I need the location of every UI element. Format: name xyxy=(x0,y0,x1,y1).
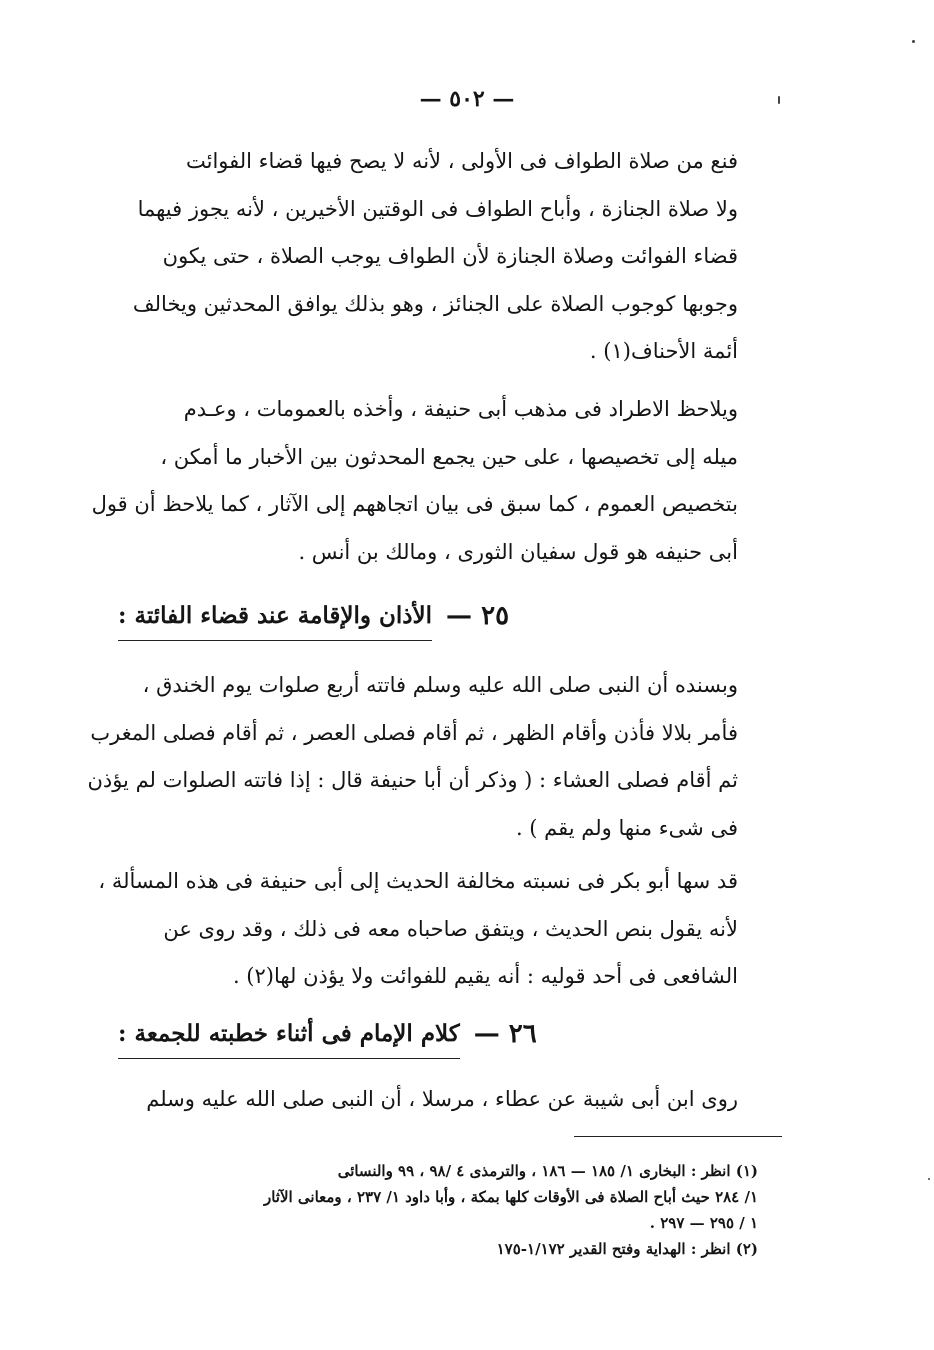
page-number: — ٥٠٢ — xyxy=(419,86,515,112)
footnote-line: (٢) انظر : الهداية وفتح القدير ١/١٧٢-١٧٥ xyxy=(496,1240,758,1258)
scan-speck xyxy=(778,96,780,104)
text-line: فأمر بلالا فأذن وأقام الظهر ، ثم أقام فصلى العصر ، ثم أقام فصلى المغرب xyxy=(90,720,738,745)
section-title: كلام الإمام فى أثناء خطبته للجمعة : xyxy=(118,1014,460,1059)
text-line: بتخصيص العموم ، كما سبق فى بيان اتجاههم إلى الآثار ، كما يلاحظ أن قول xyxy=(91,492,738,516)
text-line: الشافعى فى أحد قوليه : أنه يقيم للفوائت ولا يؤذن لها(٢) . xyxy=(232,964,738,988)
text-line: ميله إلى تخصيصها ، على حين يجمع المحدثون بين الأخبار ما أمكن ، xyxy=(160,444,738,469)
footnote-line: (١) انظر : البخارى ١/ ١٨٥ — ١٨٦ ، والترمذى ٤ /٩٨ ، ٩٩ والنسائى xyxy=(337,1162,758,1180)
text-line: فنع من صلاة الطواف فى الأولى ، لأنه لا يصح فيها قضاء الفوائت xyxy=(186,149,738,173)
text-line: ويلاحظ الاطراد فى مذهب أبى حنيفة ، وأخذه بالعمومات ، وعـدم xyxy=(183,397,738,421)
section-title: الأذان والإقامة عند قضاء الفائتة : xyxy=(118,596,432,641)
text-line: وبسنده أن النبى صلى الله عليه وسلم فاتته أربع صلوات يوم الخندق ، xyxy=(142,673,738,697)
paragraph-4 xyxy=(98,858,738,1001)
paragraph-5 xyxy=(118,1076,738,1124)
scan-speck xyxy=(928,1178,930,1180)
text-line: لأنه يقول بنص الحديث ، ويتفق صاحباه معه فى ذلك ، وقد روى عن xyxy=(163,916,738,941)
section-heading-25 xyxy=(118,596,738,641)
section-heading-26 xyxy=(118,1014,738,1059)
text-line: أئمة الأحناف(١) . xyxy=(589,339,738,363)
text-line: وجوبها كوجوب الصلاة على الجنائز ، وهو بذلك يوافق المحدثين ويخالف xyxy=(132,291,738,316)
text-line: قد سها أبو بكر فى نسبته مخالفة الحديث إلى أبى حنيفة فى هذه المسألة ، xyxy=(98,869,738,893)
text-line: روى ابن أبى شيبة عن عطاء ، مرسلا ، أن النبى صلى الله عليه وسلم xyxy=(146,1087,738,1111)
text-line: أبى حنيفه هو قول سفيان الثورى ، ومالك بن أنس . xyxy=(298,539,738,564)
footnote-line: ١/ ٢٨٤ حيث أباح الصلاة فى الأوقات كلها بمكة ، وأبا داود ١/ ٢٣٧ ، ومعانى الآثار xyxy=(263,1188,758,1206)
section-number: ٢٦ — xyxy=(473,1019,537,1049)
paragraph-3 xyxy=(87,662,738,852)
section-number: ٢٥ — xyxy=(446,601,510,631)
text-line: ثم أقام فصلى العشاء : ( وذكر أن أبا حنيفة قال : إذا فاتته الصلوات لم يؤذن xyxy=(87,768,738,792)
text-line: قضاء الفوائت وصلاة الجنازة لأن الطواف يوجب الصلاة ، حتى يكون xyxy=(162,244,738,268)
text-line: ولا صلاة الجنازة ، وأباح الطواف فى الوقتين الأخيرين ، لأنه يجوز فيهما xyxy=(137,196,738,221)
footnote-separator xyxy=(574,1136,782,1137)
footnote-line: ١ / ٢٩٥ — ٢٩٧ . xyxy=(649,1214,758,1232)
footnotes xyxy=(118,1158,758,1262)
scan-speck xyxy=(912,40,915,43)
paragraph-2 xyxy=(91,386,738,576)
paragraph-1 xyxy=(118,138,738,376)
text-line: فى شىء منها ولم يقم ) . xyxy=(515,815,738,840)
